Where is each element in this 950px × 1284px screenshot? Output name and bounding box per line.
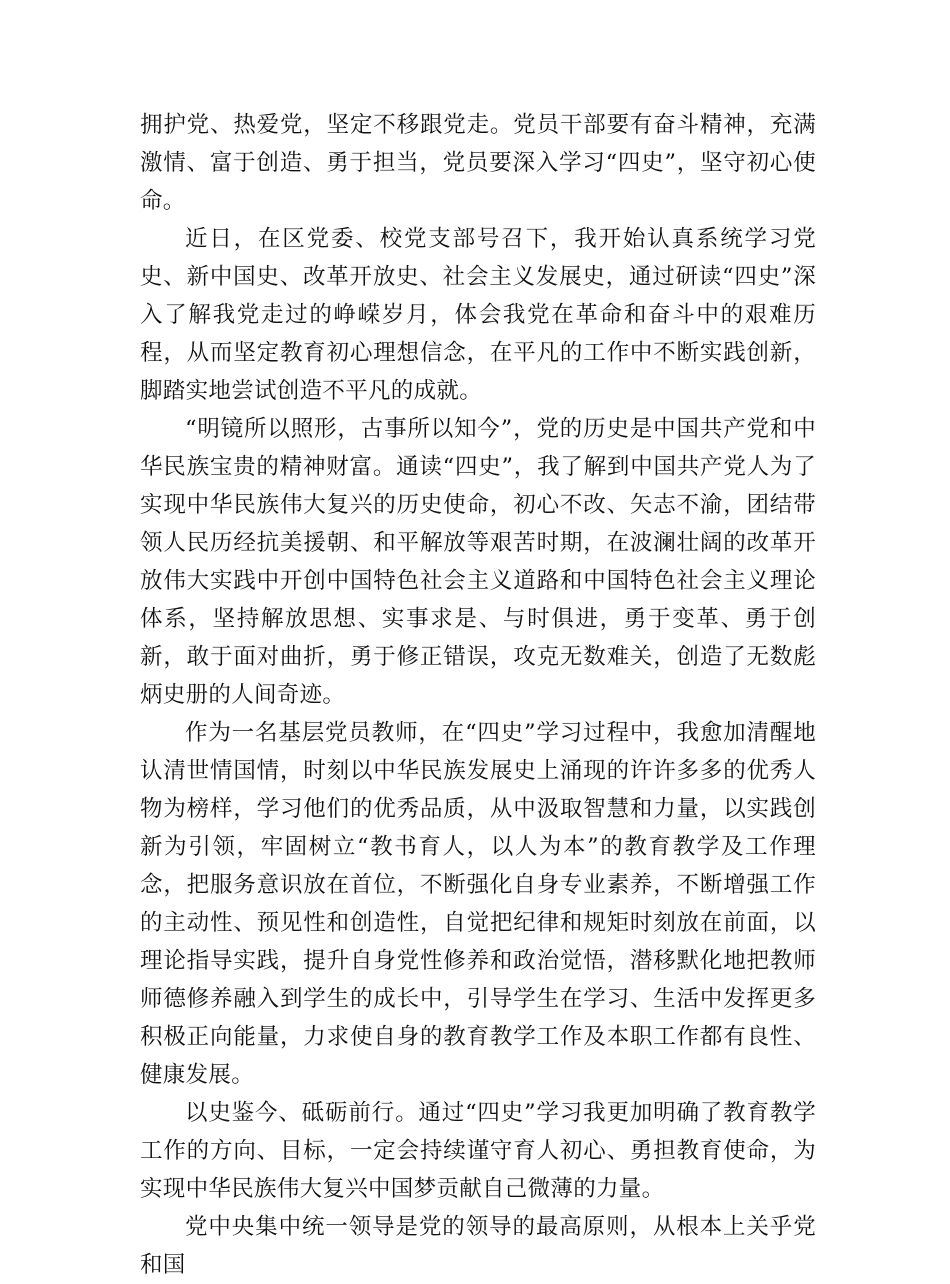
paragraph-5: 党中央集中统一领导是党的领导的最高原则，从根本上关乎党和国 [140,1214,816,1278]
paragraph-2: “明镜所以照形，古事所以知今”，党的历史是中国共产党和中华民族宝贵的精神财富。通读“四史”，我了解到中国共产党人为了实现中华民族伟大复兴的历史使命，初心不改、矢志不渝，团结带领人民历经抗美援朝、和平解放等艰苦时期，在波澜壮阔的改革开放伟大实践中开创中国特色社会主义道路和中国特色社会主义理论体系，坚持解放思想、实事求是、与时俱进，勇于变革、勇于创新，敢于面对曲折，勇于修正错误，攻克无数难关，创造了无数彪炳史册的人间奇迹。 [140,416,816,708]
paragraph-4: 以史鉴今、砥砺前行。通过“四史”学习我更加明确了教育教学工作的方向、目标，一定会持续谨守育人初心、勇担教育使命，为实现中华民族伟大复兴中国梦贡献自己微薄的力量。 [140,1100,816,1202]
paragraph-1: 近日，在区党委、校党支部号召下，我开始认真系统学习党史、新中国史、改革开放史、社会主义发展史，通过研读“四史”深入了解我党走过的峥嵘岁月，体会我党在革命和奋斗中的艰难历程，从而坚定教育初心理想信念，在平凡的工作中不断实践创新，脚踏实地尝试创造不平凡的成就。 [140,226,816,404]
document-body [140,106,816,1284]
paragraph-3: 作为一名基层党员教师，在“四史”学习过程中，我愈加清醒地认清世情国情，时刻以中华民族发展史上涌现的许许多多的优秀人物为榜样，学习他们的优秀品质，从中汲取智慧和力量，以实践创新为引领，牢固树立“教书育人，以人为本”的教育教学及工作理念，把服务意识放在首位，不断强化自身专业素养，不断增强工作的主动性、预见性和创造性，自觉把纪律和规矩时刻放在前面，以理论指导实践，提升自身党性修养和政治觉悟，潜移默化地把教师师德修养融入到学生的成长中，引导学生在学习、生活中发挥更多积极正向能量，力求使自身的教育教学工作及本职工作都有良性、健康发展。 [140,720,816,1088]
paragraph-0: 拥护党、热爱党，坚定不移跟党走。党员干部要有奋斗精神，充满激情、富于创造、勇于担当，党员要深入学习“四史”，坚守初心使命。 [140,112,816,214]
